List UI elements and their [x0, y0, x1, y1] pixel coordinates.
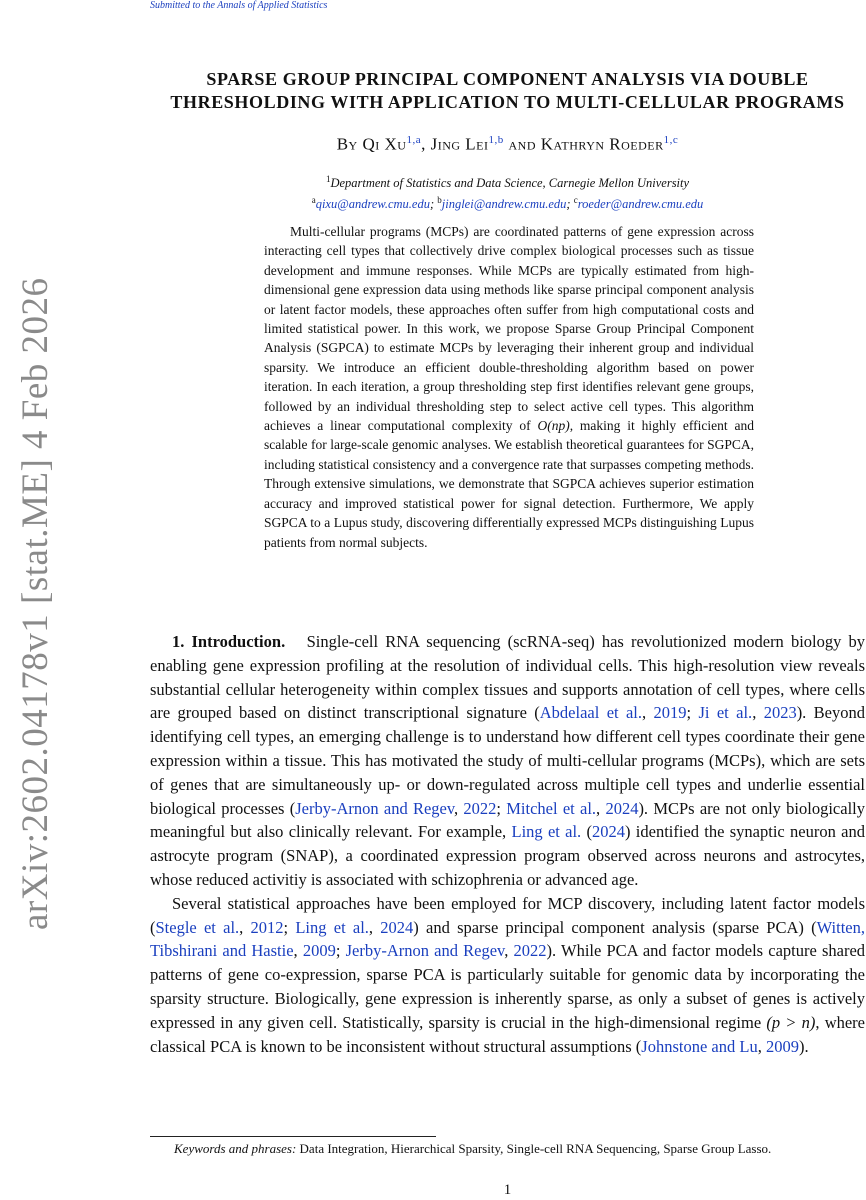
keywords-footnote	[150, 1140, 865, 1158]
citation-johnstone[interactable]: Johnstone and Lu	[641, 1036, 758, 1056]
citation-year[interactable]: 2023	[763, 703, 797, 723]
citation-year[interactable]: 2022	[513, 941, 547, 961]
citation-year[interactable]: 2009	[302, 941, 336, 961]
keywords-text: Data Integration, Hierarchical Sparsity, Single-cell RNA Sequencing, Sparse Group Lasso.	[296, 1141, 772, 1156]
abstract	[264, 222, 754, 552]
journal-header-note: Submitted to the Annals of Applied Statistics	[150, 0, 328, 11]
citation-stegle[interactable]: Stegle et al.	[155, 917, 240, 937]
intro-paragraph-2: Several statistical approaches have been employed for MCP discovery, including latent factor models (Stegle et al., 2012; Ling et al., 2024) and sparse principal component analysis (sparse PCA) (Witten, Tibshirani and Hastie, 2009; Jerby-Arnon and Regev, 2022). While PCA and factor models capture shared patterns of gene co-expression, sparse PCA is particularly suitable for genomic data by incorporating the sparsity structure. Biologically, gene expression is inherently sparse, as only a subset of genes is actively expressed in any given cell. Statistically, sparsity is crucial in the high-dimensional regime (p > n), where classical PCA is known to be inconsistent without structural assumptions (Johnstone and Lu, 2009).	[150, 893, 866, 1056]
intro-text: Single-cell RNA sequencing (scRNA-seq) has revolutionized modern biology by enabling gene expression profiling at the resolution of individual cells. This high-resolution view reveals substantial cellular heterogeneity within complex tissues and supports annotation of cell types, where cells are grouped based on distinct transcriptional signature (	[150, 632, 866, 723]
email-line: $^a$qixu@andrew.cmu.edu; $^b$jinglei@andrew.cmu.edu; $^c$roeder@andrew.cmu.edu	[311, 195, 704, 212]
department-name: Department of Statistics and Data Science, Carnegie Mellon University	[330, 176, 690, 191]
department-line	[150, 171, 865, 192]
intro-text: ). While PCA and factor models capture shared patterns of gene co-expression, sparse PCA is particularly suitable for genomic data by incorporating the sparsity structure. Biologically, gene expression is inherently sparse, as only a subset of genes is actively expressed in any given cell. Statistically, sparsity is crucial in the high-dimensional regime	[150, 941, 866, 1032]
author-1-affil-link[interactable]: 1,a	[406, 134, 422, 146]
and-word: and	[503, 134, 541, 154]
citation-year[interactable]: 2024	[591, 822, 625, 842]
author-list	[150, 134, 865, 155]
citation-abdelaal[interactable]: Abdelaal et al.	[539, 703, 643, 723]
email-qixu-link[interactable]: qixu@andrew.cmu.edu	[315, 197, 430, 212]
citation-ling[interactable]: Ling et al.	[295, 917, 369, 937]
email-c-marker: c	[573, 195, 578, 206]
email-roeder-link[interactable]: roeder@andrew.cmu.edu	[577, 197, 704, 212]
intro-text: ).	[798, 1036, 809, 1056]
page-number: 1	[503, 1182, 512, 1198]
author-jing-lei: Jing Lei	[430, 134, 489, 154]
citation-year[interactable]: 2019	[653, 703, 687, 723]
email-jinglei-link[interactable]: jinglei@andrew.cmu.edu	[441, 197, 567, 212]
paper-title	[140, 68, 866, 114]
author-3-affil-link[interactable]: 1,c	[663, 134, 679, 146]
citation-year[interactable]: 2024	[605, 798, 639, 818]
complexity-math: O(np)	[537, 418, 570, 434]
email-a-marker: a	[311, 195, 316, 206]
citation-year[interactable]: 2012	[250, 917, 284, 937]
citation-year[interactable]: 2009	[765, 1036, 799, 1056]
introduction-section	[150, 630, 865, 1058]
author-separator: ,	[421, 134, 431, 154]
intro-text: Several statistical approaches have been employed for MCP discovery, including latent factor models (	[150, 893, 865, 937]
author-qi-xu: Qi Xu	[362, 134, 407, 154]
title-line-1: SPARSE GROUP PRINCIPAL COMPONENT ANALYSIS VIA DOUBLE	[206, 69, 809, 89]
intro-text: ). MCPs are not only biologically meaningful but also clinically relevant. For example,	[150, 798, 865, 842]
intro-text: identified the synaptic neuron and astrocyte program (SNAP), a coordinated expression program observed across neurons and astrocytes, whose reduced activitiy is associated with schizophrenia or advanced age.	[150, 822, 865, 889]
intro-text: ) and sparse principal component analysis (sparse PCA) (	[413, 917, 817, 937]
citation-jerby-arnon[interactable]: Jerby-Arnon and Regev	[295, 798, 455, 818]
citation-year[interactable]: 2022	[463, 798, 497, 818]
author-2-affil-link[interactable]: 1,b	[488, 134, 504, 146]
citation-witten[interactable]: Witten, Tibshirani and Hastie	[150, 917, 865, 961]
citation-jerby-arnon[interactable]: Jerby-Arnon and Regev	[345, 941, 505, 961]
intro-text: , where classical PCA is known to be inconsistent without structural assumptions (	[150, 1012, 866, 1056]
abstract-text-2: , making it highly efficient and scalable for large-scale genomic analyses. We establish theoretical guarantees for SGPCA, including statistical consistency and a convergence rate that surpasses competing methods. Through extensive simulations, we demonstrate that SGPCA achieves superior estimation accuracy and improved statistical power for signal detection. Furthermore, We apply SGPCA to a Lupus study, discovering differentially expressed MCPs distinguishing Lupus patients from normal subjects.	[264, 418, 754, 550]
citation-mitchel[interactable]: Mitchel et al.	[506, 798, 597, 818]
citation-ji[interactable]: Ji et al.	[698, 703, 753, 723]
by-word: By	[336, 134, 358, 154]
intro-paragraph-1: 1. Introduction. Single-cell RNA sequencing (scRNA-seq) has revolutionized modern biology by enabling gene expression profiling at the resolution of individual cells. This high-resolution view reveals substantial cellular heterogeneity within complex tissues and supports annotation of cell types, where cells are grouped based on distinct transcriptional signature (Abdelaal et al., 2019; Ji et al., 2023). Beyond identifying cell types, an emerging challenge is to understand how different cell types coordinate their gene expression within a tissue. This has motivated the study of multi-cellular programs (MCPs), which are sets of genes that are simultaneously up- or down-regulated across multiple cell types and underlie essential biological processes (Jerby-Arnon and Regev, 2022; Mitchel et al., 2024). MCPs are not only biologically meaningful but also clinically relevant. For example, Ling et al. (2024) identified the synaptic neuron and astrocyte program (SNAP), a coordinated expression program observed across neurons and astrocytes, whose reduced activitiy is associated with schizophrenia or advanced age.	[150, 632, 866, 889]
title-line-2: THRESHOLDING WITH APPLICATION TO MULTI-CELLULAR PROGRAMS	[170, 92, 845, 112]
abstract-paragraph	[264, 222, 754, 552]
affiliation-block	[150, 171, 865, 213]
author-kathryn-roeder: Kathryn Roeder	[540, 134, 664, 154]
abstract-text-1: Multi-cellular programs (MCPs) are coordinated patterns of gene expression across interacting cell types that collectively drive complex biological processes such as tissue development and immune responses. While MCPs are typically estimated from high-dimensional gene expression data using methods like sparse principal component analysis or latent factor models, these approaches often suffer from high computational costs and limited statistical power. In this work, we propose Sparse Group Principal Component Analysis (SGPCA) to estimate MCPs by leveraging their inherent group and individual sparsity. We introduce an efficient double-thresholding algorithm based on power iteration. In each iteration, a group thresholding step first identifies relevant gene groups, followed by an individual thresholding step to select active cell types. This algorithm achieves a linear computational complexity of	[264, 224, 754, 434]
math-p-greater-n: (p > n)	[766, 1012, 816, 1032]
section-number: 1.	[172, 632, 185, 651]
arxiv-stamp: arXiv:2602.04178v1 [stat.ME] 4 Feb 2026	[15, 277, 56, 930]
keywords-label: Keywords and phrases:	[174, 1141, 297, 1156]
section-title: Introduction.	[191, 632, 286, 651]
citation-ling[interactable]: Ling et al.	[511, 822, 582, 842]
email-b-marker: b	[437, 195, 442, 206]
intro-text: ). Beyond identifying cell types, an emerging challenge is to understand how different cell types coordinate their gene expression within a tissue. This has motivated the study of multi-cellular programs (MCPs), which are sets of genes that are simultaneously up- or down-regulated across multiple cell types and underlie essential biological processes (	[150, 703, 866, 818]
affil-marker: 1	[325, 174, 331, 184]
citation-year[interactable]: 2024	[380, 917, 414, 937]
footnote-rule	[150, 1136, 436, 1137]
